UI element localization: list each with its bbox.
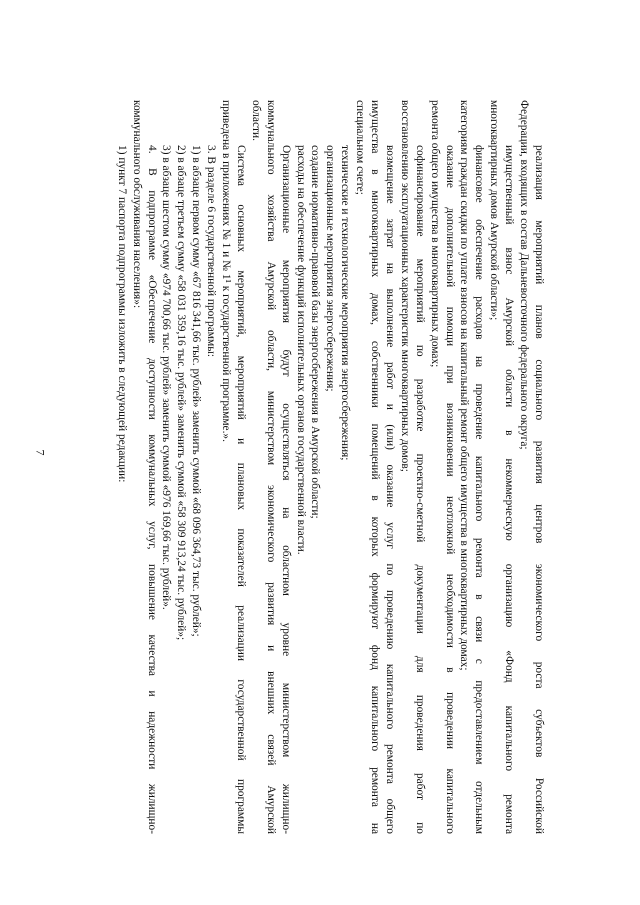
text-line: коммунального обслуживания населения»: (130, 100, 143, 309)
text-line: создание нормативно-правовой базы энергосбережения в Амурской области; (309, 145, 322, 519)
text-line: возмещение затрат на выполнение работ и (или) оказание услуг по проведению капитального ремонта общего (384, 145, 396, 834)
text-line: многоквартирных домов Амурской области»; (488, 100, 501, 321)
text-line: оказание дополнительной помощи при возникновении неотложной необходимости в проведении капитального (443, 145, 456, 834)
text-line: реализация мероприятий планов социального развития центров экономического роста субъектов Российской (533, 145, 545, 834)
text-line: Организационные мероприятия будут осуществляться на областном уровне министерством жилищно- (279, 145, 292, 834)
document-body (110, 100, 546, 834)
text-line: ремонта общего имущества в многоквартирных домах; (428, 100, 441, 368)
text-line: 1) в абзаце первом сумму «67 816 341,66 тыс. рублей» заменить суммой «68 096 364,73 тыс. рублей»; (190, 145, 203, 637)
text-line: 2) в абзаце третьем сумму «58 031 359,16 тыс. рублей» заменить суммой «58 309 913,24 тыс. рублей»; (175, 145, 188, 641)
text-line: коммунального хозяйства Амурской области, министерством экономического развития и внешних связей Амурской (264, 100, 277, 834)
page-number: 7 (33, 449, 48, 456)
text-line: области. (249, 100, 262, 141)
text-line: восстановлению эксплуатационных характеристик многоквартирных домов; (398, 100, 411, 472)
text-line: 4. В подпрограмме «Обеспечение доступности коммунальных услуг, повышение качества и надежности жилищно- (145, 145, 158, 834)
text-line: технические и технологические мероприятия энергосбережения; (339, 145, 352, 461)
text-line: Система основных мероприятий, мероприятий и плановых показателей реализации государственной программы (235, 145, 247, 834)
text-line: 3) в абзаце шестом сумму «974 700,66 тыс. рублей» заменить суммой «976 169,66 тыс. рублей». (160, 145, 173, 610)
text-line: софинансирование мероприятий по разработке проектно-сметной документации для проведения работ по (413, 145, 426, 834)
text-line: расходы на обеспечение функций исполнительных органов государственной власти. (294, 145, 307, 555)
text-line: Федерации, входящих в состав Дальневосточного федерального округа; (518, 100, 531, 450)
text-line: 3. В разделе 6 государственной программы: (205, 145, 218, 358)
text-line: имущества в многоквартирных домах, собственники помещений в которых формируют фонд капитального ремонта на (369, 100, 382, 834)
text-line: категориям граждан скидки по уплате взносов на капитальный ремонт общего имущества в многоквартирных домах; (458, 100, 471, 671)
text-line: организационные мероприятия энергосбережения; (324, 145, 337, 392)
text-line: специальном счете; (354, 100, 367, 195)
text-line: 1) пункт 7 паспорта подпрограммы изложить в следующей редакции: (115, 145, 128, 483)
text-line: имущественный взнос Амурской области в некоммерческую организацию «Фонд капитального ремонта (503, 145, 516, 834)
text-line: финансовое обеспечение расходов на проведение капитального ремонта в связи с предоставлением отдельным (473, 145, 486, 834)
text-line: приведена в приложениях № 1 и № 1¹ к государственной программе.». (220, 100, 233, 442)
